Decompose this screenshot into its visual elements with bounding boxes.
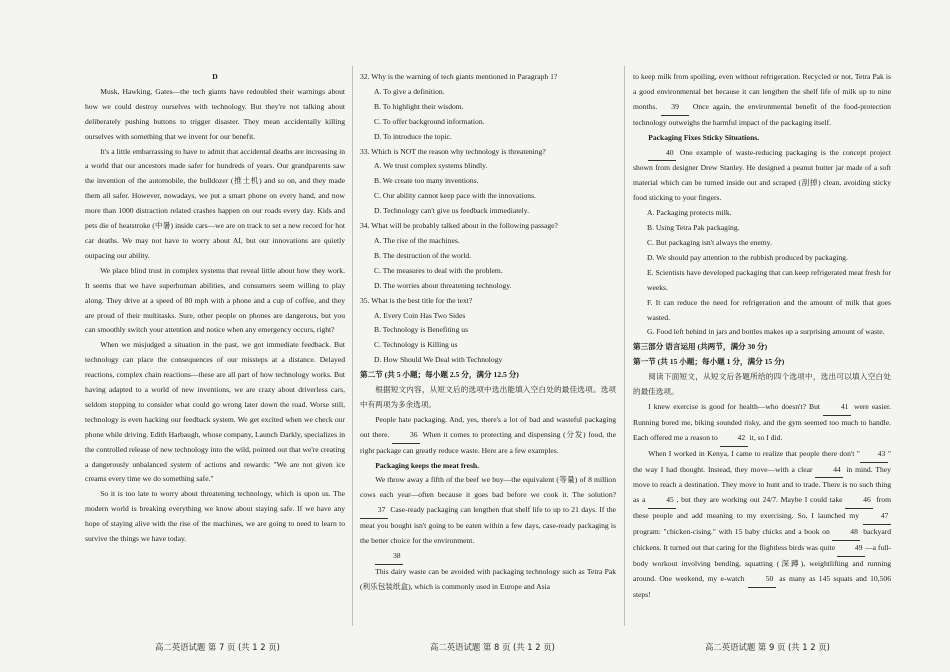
paragraph: I knew exercise is good for health—who doesn't? But 41 were easier. Running bored me, biking sounded risky, and the gym seemed too much to handle. Each offered me a reason to 42 it, so I did. [633,400,891,447]
option: A. The rise of the machines. [374,235,460,245]
page-footer: 高二英语试题 第 9 页 (共 1 2 页) [705,642,830,652]
paragraph: Musk, Hawking, Gates—the tech giants have redoubled their warnings about how we could destroy ourselves with technology. But they're not talking about deliberately pushing buttons to trigger disaster. They mean accidentally killing ourselves with something that we invent for our benefit. [85,86,345,141]
question-33: 33. Which is NOT the reason why technology is threatening? [360,146,546,156]
option: G. Food left behind in jars and bottles makes up a surprising amount of waste. [647,327,885,337]
question-35: 35. What is the best title for the text? [360,295,473,305]
section-heading: 第二节 (共 5 小题；每小题 2.5 分，满分 12.5 分) [360,370,519,380]
column-divider [352,66,353,626]
subheading: Packaging Fixes Sticky Situations. [648,132,760,142]
option: B. The destruction of the world. [374,250,472,260]
blank-43: 43 [860,447,888,463]
page-footer: 高二英语试题 第 7 页 (共 1 2 页) [155,642,280,652]
paragraph: We throw away a fifth of the beef we buy—the equivalent (等量) of 8 million cows each year—often because it goes bad before we cook it. The solution? 37 Case-ready packaging can lengthen that shelf life to up to 21 days. If the meat you bought isn't going to be eaten within a few days, case-ready packaging is the better choice for the environment. [360,475,616,546]
blank-39: 39 [661,100,689,116]
section-instructions: 根据短文内容，从短文后的选项中选出能填入空白处的最佳选项。选项中有两项为多余选项。 [360,385,616,409]
option: E. Scientists have developed packaging that can keep refrigerated meat fresh for weeks. [647,267,891,292]
option: C. The measures to deal with the problem. [374,265,503,275]
option: A. To give a definition. [374,86,445,96]
option: C. Our ability cannot keep pace with the innovations. [374,191,536,201]
blank-42: 42 [720,431,748,447]
paragraph: We place blind trust in complex systems that reveal little about how they work. It seems that we have superhuman abilities, and consumers seem willing to play along. They drive at a speed of 80 mph with a phone and a cup of coffee, and they are proud of their multitasks. Sure, other people on phones are dangerous, but you can smoothly switch your attention and notice when any emergency occurs, right? [85,265,345,335]
blank-47: 47 [863,509,891,525]
question-32: 32. Why is the warning of tech giants mentioned in Paragraph 1? [360,72,558,81]
blank-48: 48 [832,525,860,541]
option: A. Packaging protects milk. [647,208,732,218]
blank-49: 49 [837,541,865,557]
paragraph: It's a little embarrassing to have to admit that accidental deaths are increasing in a world that our ancestors made safer for hundreds of years. Our grandparents saw the invention of the automobile, the bulldozer (推土机) and so on, and they made them all safer. However, nowadays, we put a smart phone on every hand, and now more than 1000 distraction related crashes happen on our roads every day. Kids and pets die of heatstroke (中暑) inside cars—we are on track to set a new record for hot car deaths. We may not have to worry about AI, but our innovations are quietly outpacing our ability. [85,146,345,260]
option: C. But packaging isn't always the enemy. [647,237,772,247]
paragraph [360,549,616,565]
subheading: Packaging keeps the meat fresh. [375,460,480,470]
option: B. To highlight their wisdom. [374,101,464,111]
blank-36: 36 [392,428,420,444]
page-footer: 高二英语试题 第 8 页 (共 1 2 页) [430,642,555,652]
option: D. Technology can't give us feedback immediately. [374,206,529,216]
option: B. Using Tetra Pak packaging. [647,223,740,233]
blank-44: 44 [815,463,843,479]
option: C. Technology is Killing us [374,340,458,350]
section-heading: 第一节 (共 15 小题；每小题 1 分，满分 15 分) [633,357,785,367]
paragraph: to keep milk from spoiling, even without refrigeration. Recycled or not, Tetra Pak is a good environmental bet because it can lengthen the shelf life of milk up to nine months. 39 Once again, the environmental benefit of the food-protection technology outweighs the harmful impact of the packaging itself. [633,72,891,127]
column-left [85,70,345,547]
option: D. To introduce the topic. [374,131,452,141]
column-right [633,70,891,603]
blank-46: 46 [845,493,873,509]
blank-40: 40 [648,146,676,162]
question-34: 34. What will be probably talked about in the following passage? [360,221,558,231]
blank-38: 38 [375,549,403,565]
option: C. To offer background information. [374,116,485,126]
paragraph: People hate packaging. And, yes, there's a lot of bad and wasteful packaging out there. 36 When it comes to protecting and dispensing (分发) food, the right package can greatly reduce waste. Here are a few examples. [360,414,616,455]
option: B. We create too many inventions. [374,176,479,186]
paragraph: 40 One example of waste-reducing packaging is the concept project shown from designer Drew Stanley. He designed a peanut butter jar made of a soft material which can be turned inside out and scraped (刮掉) clean, avoiding sticky food sticking to your fingers. [633,147,892,203]
paragraph: When we misjudged a situation in the past, we got immediate feedback. But technology can place the consequences of our missteps at a distance. Delayed reactions, complex chain reactions—these are all part of how technology works. But having adapted to a world of new inventions, we are crazy about driverless cars, seldom stopping to consider what could go wrong later down the road. Worse still, technology is even hacking our feedback system. We get excited when we check our phone while driving. Edith Harbaugh, whose company, Launch Darkly, specializes in the controlled release of new technology into the wild, pointed out that we're creating a dangerously unbalanced system of actions and rewards: "We are not given ice creams every time we do something safe." [85,340,345,484]
option: D. How Should We Deal with Technology [374,355,503,365]
option: D. The worries about threatening technology. [374,280,512,290]
option: D. We should pay attention to the rubbish produced by packaging. [647,252,848,262]
blank-45: 45 [648,493,676,509]
blank-50: 50 [748,572,776,588]
paragraph: When I worked in Kenya, I came to realize that people there don't " 43 " the way I had thought. Instead, they move—with a clear 44 in mind. They move to reach a destination. They move to hunt and to trade. There is no such thing as a 45 , but they are working out 24/7. Maybe I could take 46 from these people and add meaning to my exercising. So, I launched my 47 program: "chicken-cising." with 15 baby chicks and a book on 48 backyard chickens. It turned out that caring for the flightless birds was quite 49 —a full-body workout involving bending, squatting (深蹲), weightlifting and running around. One weekend, my e-watch 50 as many as 145 squats and 10,506 steps! [633,448,892,599]
option: A. Every Coin Has Two Sides [374,310,466,320]
option: A. We trust complex systems blindly. [374,161,488,171]
column-middle [360,70,616,595]
option: F. It can reduce the need for refrigeration and the amount of milk that goes wasted. [647,297,891,322]
paragraph: This dairy waste can be avoided with packaging technology such as Tetra Pak (利乐包装纸盒), which is commonly used in Europe and Asia [360,566,616,591]
passage-title: D [212,72,218,81]
blank-37: 37 [360,503,388,519]
section-instructions: 阅读下面短文，从短文后各题所给的四个选项中，选出可以填入空白处的最佳选项。 [633,372,891,397]
paragraph: So it is too late to worry about threatening technology, which is upon us. The modern world is breaking everything we know about staying safe. If we have any hope of staying alive with the rise of the machines, we are going to need to learn to survive the things we have today. [85,489,345,544]
option: B. Technology is Benefiting us [374,325,469,335]
column-divider [624,66,625,626]
blank-41: 41 [823,400,851,416]
part-heading: 第三部分 语言运用 (共两节，满分 30 分) [633,342,768,352]
